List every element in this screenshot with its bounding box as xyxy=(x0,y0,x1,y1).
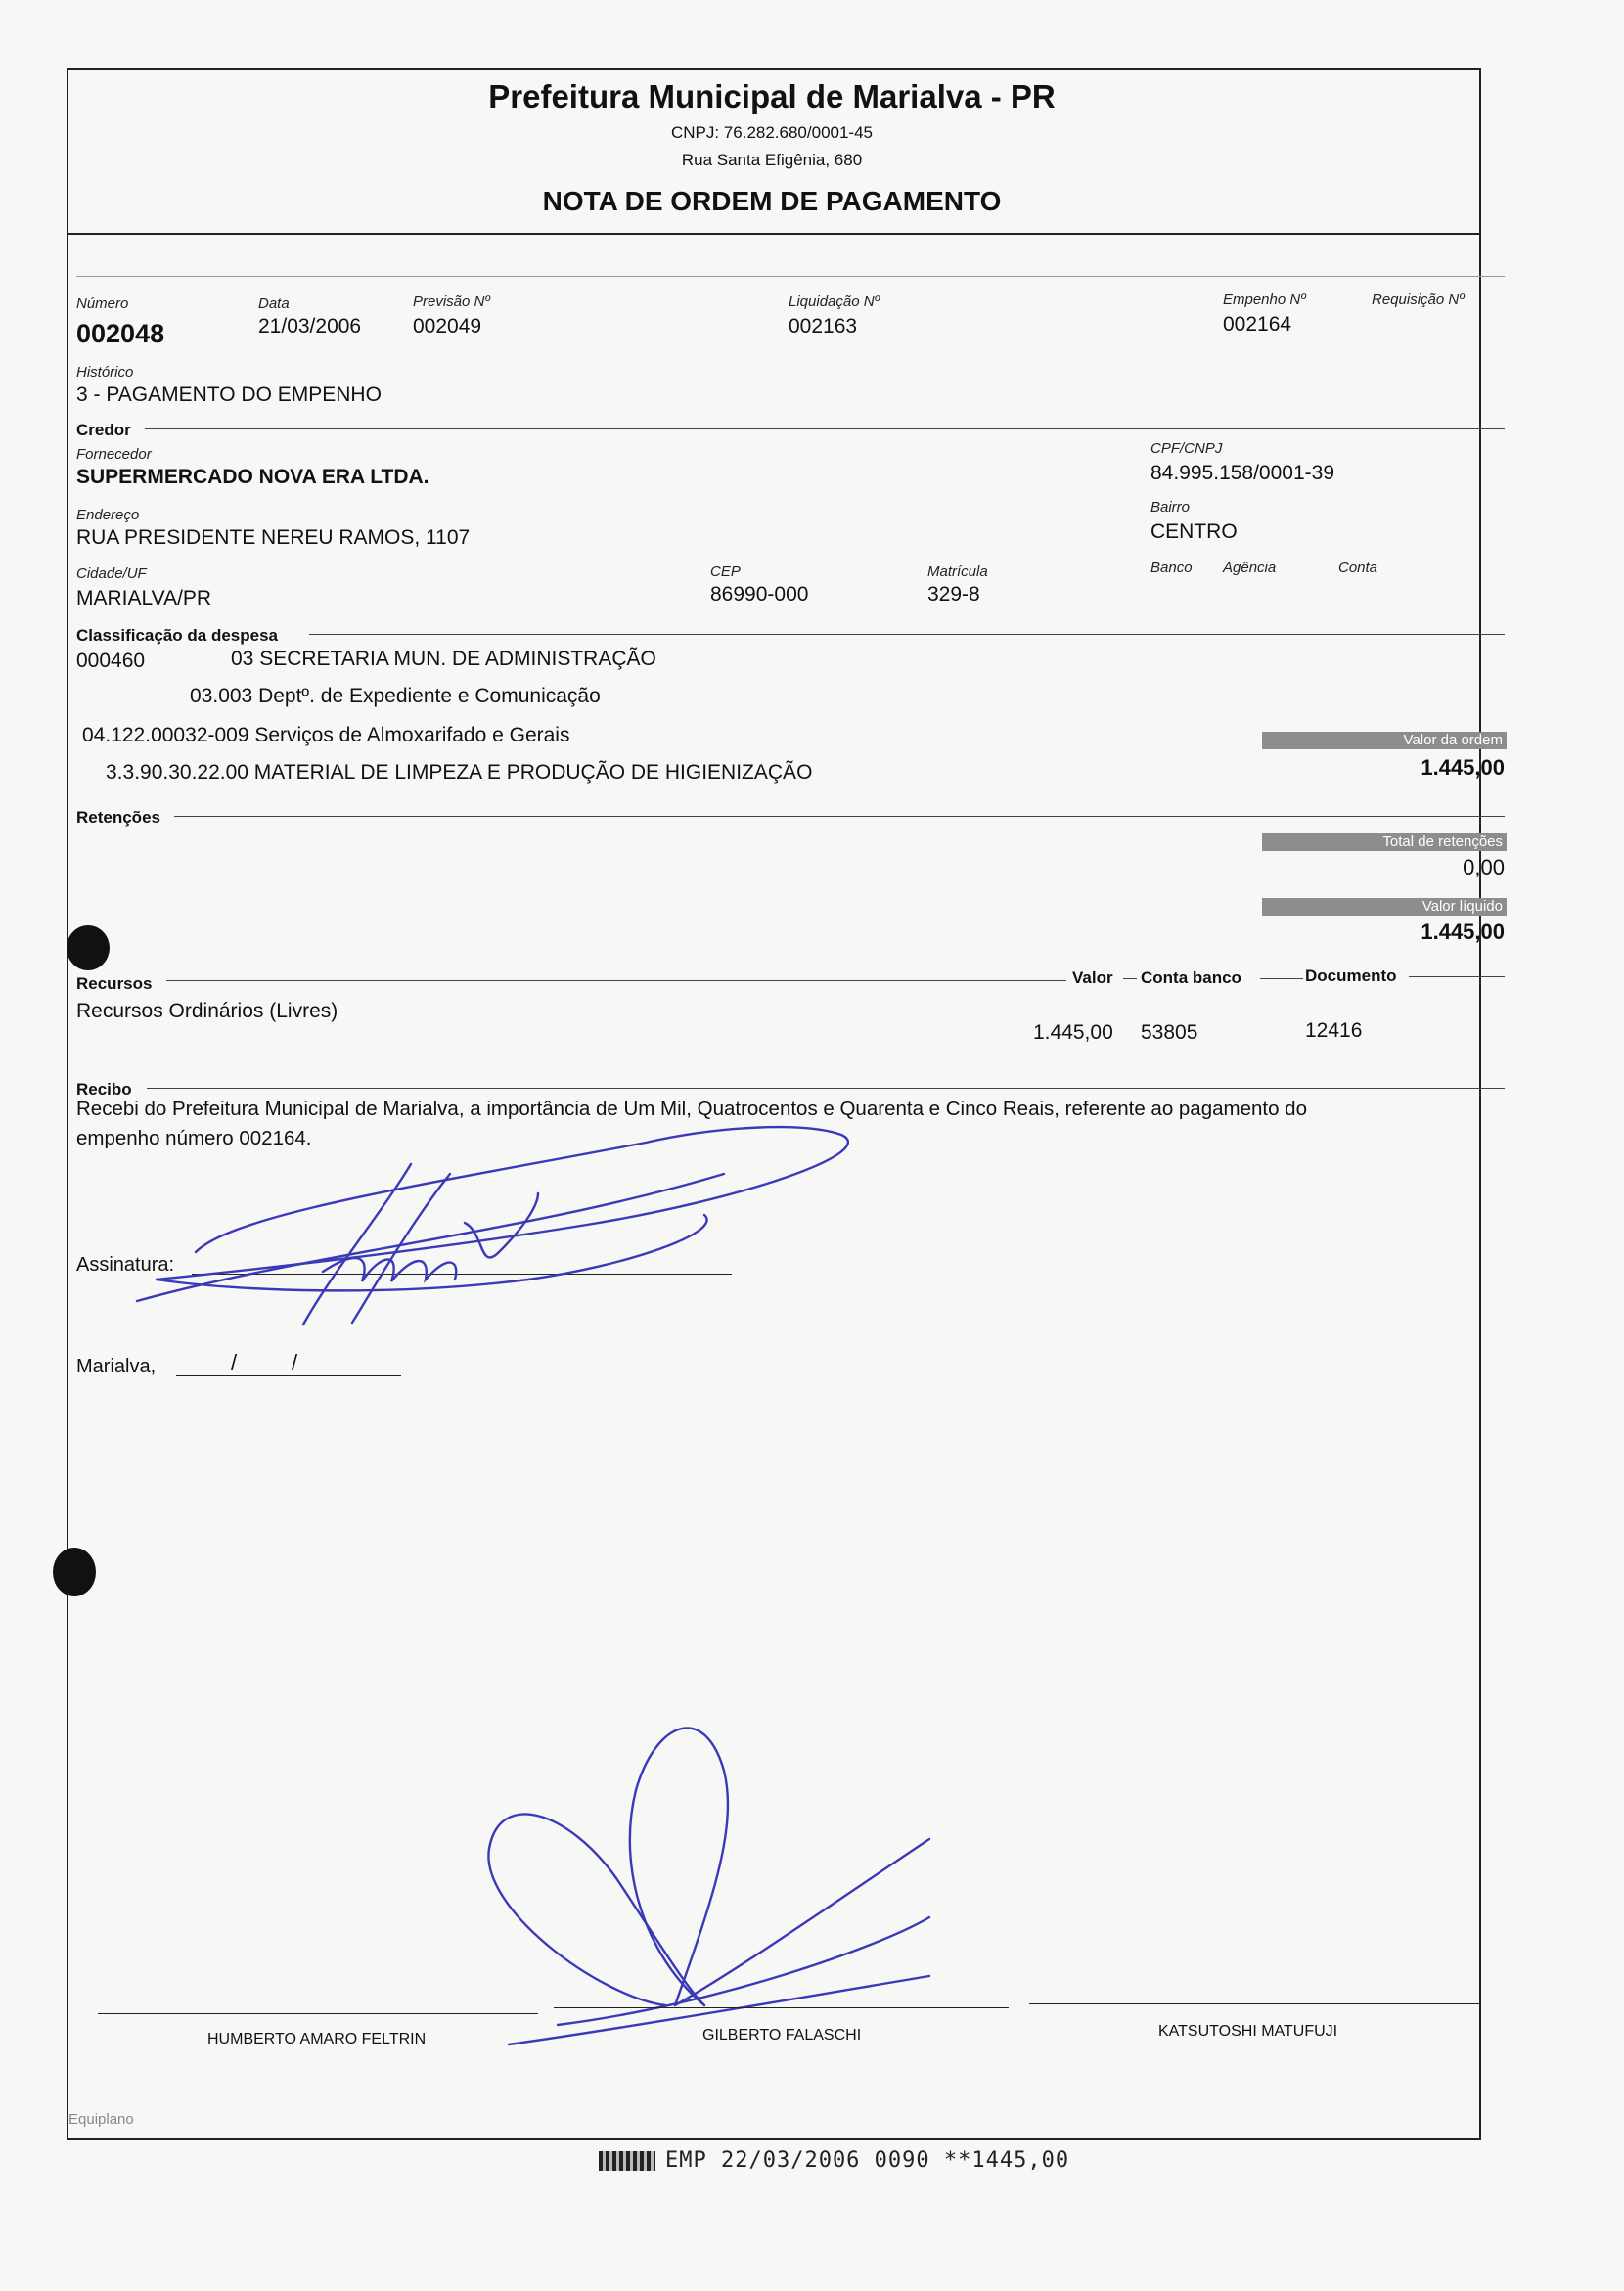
credor-section: Credor xyxy=(76,421,131,439)
recursos-conta: 53805 xyxy=(1141,1021,1198,1044)
punch-hole-top xyxy=(67,925,110,970)
recursos-section: Recursos xyxy=(76,974,153,993)
cidade-label: Cidade/UF xyxy=(76,565,147,582)
numero-value: 002048 xyxy=(76,319,165,348)
endereco-value: RUA PRESIDENTE NEREU RAMOS, 1107 xyxy=(76,526,471,549)
classificacao-line2: 03.003 Deptº. de Expediente e Comunicação xyxy=(190,685,601,707)
empenho-value: 002164 xyxy=(1223,313,1292,336)
recibo-signature xyxy=(117,1105,880,1340)
recursos-conta-label: Conta banco xyxy=(1141,968,1241,987)
punch-hole-bottom xyxy=(53,1548,96,1596)
assinatura-label: Assinatura: xyxy=(76,1254,175,1276)
recursos-rule-right xyxy=(1409,976,1505,977)
total-retencoes-value: 0,00 xyxy=(1463,855,1505,879)
matricula-label: Matrícula xyxy=(927,563,988,580)
valor-liquido-bar: Valor líquido xyxy=(1262,898,1507,916)
recursos-descricao: Recursos Ordinários (Livres) xyxy=(76,1000,338,1022)
fornecedor-label: Fornecedor xyxy=(76,446,152,463)
stamp-text: EMP 22/03/2006 0090 **1445,00 xyxy=(665,2148,1070,2173)
stamp-logo-icon xyxy=(599,2151,655,2171)
valor-ordem-value: 1.445,00 xyxy=(1421,755,1505,780)
cpf-value: 84.995.158/0001-39 xyxy=(1150,462,1335,484)
recursos-rule-mid1 xyxy=(1123,978,1137,979)
classificacao-line4: 3.3.90.30.22.00 MATERIAL DE LIMPEZA E PRODUÇÃO DE HIGIENIZAÇÃO xyxy=(106,761,813,784)
cep-label: CEP xyxy=(710,563,741,580)
software-credit: Equiplano xyxy=(68,2111,134,2128)
recursos-documento-label: Documento xyxy=(1305,966,1397,985)
valor-liquido-value: 1.445,00 xyxy=(1421,920,1505,944)
total-retencoes-bar: Total de retenções xyxy=(1262,833,1507,851)
conta-label: Conta xyxy=(1338,560,1378,576)
document-title: NOTA DE ORDEM DE PAGAMENTO xyxy=(542,186,1002,216)
empenho-label: Empenho Nº xyxy=(1223,292,1306,308)
date-blank: / / xyxy=(176,1350,401,1376)
classificacao-code: 000460 xyxy=(76,650,146,672)
cep-value: 86990-000 xyxy=(710,583,809,606)
cnpj-line: CNPJ: 76.282.680/0001-45 xyxy=(670,123,874,142)
cidade-value: MARIALVA/PR xyxy=(76,587,212,609)
data-value: 21/03/2006 xyxy=(258,315,362,337)
data-label: Data xyxy=(258,295,290,312)
classificacao-line3: 04.122.00032-009 Serviços de Almoxarifado e Gerais xyxy=(82,724,570,746)
fornecedor-value: SUPERMERCADO NOVA ERA LTDA. xyxy=(76,466,429,488)
recursos-valor-label: Valor xyxy=(1072,968,1113,987)
signatory-3-name: KATSUTOSHI MATUFUJI xyxy=(1158,2023,1338,2040)
recursos-rule-mid2 xyxy=(1260,978,1303,979)
signatory-2-name: GILBERTO FALASCHI xyxy=(702,2027,862,2044)
matricula-value: 329-8 xyxy=(927,583,980,606)
local-date-label: Marialva, xyxy=(76,1356,157,1377)
signature-line-1 xyxy=(98,2013,538,2014)
recursos-valor: 1.445,00 xyxy=(1033,1021,1113,1044)
recibo-text-line2: empenho número 002164. xyxy=(76,1127,312,1149)
classificacao-section: Classificação da despesa xyxy=(76,626,279,645)
address-line: Rua Santa Efigênia, 680 xyxy=(681,151,863,169)
historico-label: Histórico xyxy=(76,364,134,381)
classificacao-rule xyxy=(309,634,1505,635)
header-divider xyxy=(67,233,1479,235)
bairro-value: CENTRO xyxy=(1150,520,1238,543)
previsao-value: 002049 xyxy=(413,315,482,337)
requisicao-label: Requisição Nº xyxy=(1372,292,1465,308)
recursos-documento: 12416 xyxy=(1305,1019,1363,1042)
recibo-rule xyxy=(147,1088,1505,1089)
recibo-section: Recibo xyxy=(76,1080,132,1099)
retencoes-rule xyxy=(174,816,1505,817)
valor-ordem-bar: Valor da ordem xyxy=(1262,732,1507,749)
agencia-label: Agência xyxy=(1223,560,1277,576)
municipality-title: Prefeitura Municipal de Marialva - PR xyxy=(488,78,1056,114)
liquidacao-label: Liquidação Nº xyxy=(789,293,880,310)
payment-stamp xyxy=(599,2148,1069,2173)
signature-line-3 xyxy=(1029,2003,1479,2004)
signature-line-2 xyxy=(554,2007,1009,2008)
credor-rule xyxy=(145,428,1505,429)
bottom-signature xyxy=(470,1712,978,2054)
recibo-text-line1: Recebi do Prefeitura Municipal de Marialva, a importância de Um Mil, Quatrocentos e Quarenta e Cinco Reais, referente ao pagamento do xyxy=(76,1098,1307,1120)
cpf-label: CPF/CNPJ xyxy=(1150,440,1223,457)
fields-top-rule xyxy=(76,276,1505,277)
historico-value: 3 - PAGAMENTO DO EMPENHO xyxy=(76,383,382,406)
numero-label: Número xyxy=(76,295,129,312)
signatory-1-name: HUMBERTO AMARO FELTRIN xyxy=(207,2031,427,2047)
bairro-label: Bairro xyxy=(1150,499,1191,516)
endereco-label: Endereço xyxy=(76,507,140,523)
liquidacao-value: 002163 xyxy=(789,315,858,337)
classificacao-line1: 03 SECRETARIA MUN. DE ADMINISTRAÇÃO xyxy=(231,648,656,670)
banco-label: Banco xyxy=(1150,560,1193,576)
previsao-label: Previsão Nº xyxy=(413,293,490,310)
recursos-rule-left xyxy=(166,980,1066,981)
retencoes-section: Retenções xyxy=(76,808,160,827)
